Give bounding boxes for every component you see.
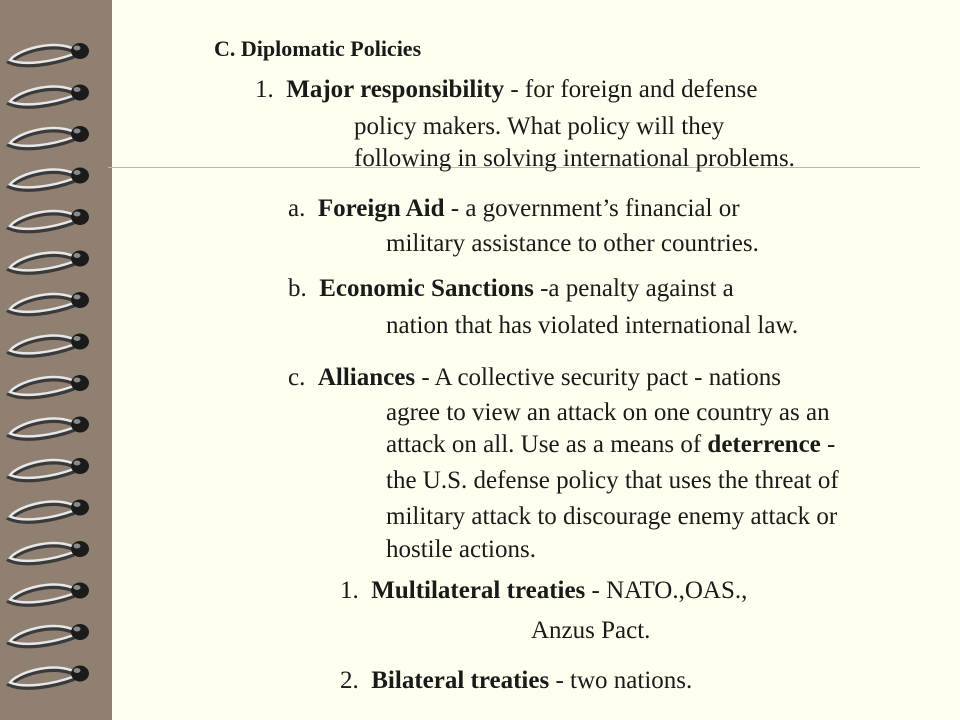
spiral-binding (0, 0, 112, 720)
major-responsibility-term: Major responsibility (286, 76, 505, 103)
foreign-aid-line-1: a. Foreign Aid - a government’s financial or (288, 195, 740, 222)
alliances-line-2: agree to view an attack on one country as an (386, 399, 830, 426)
multilateral-line-1: 1. Multilateral treaties - NATO.,OAS., (340, 577, 748, 604)
deterrence-term: deterrence (707, 431, 821, 458)
multilateral-term: Multilateral treaties (371, 577, 586, 604)
spiral-coil (10, 666, 89, 688)
alliances-line-5: military attack to discourage enemy attack or (386, 503, 838, 530)
alliances-line-3: attack on all. Use as a means of deterrence - (386, 431, 836, 458)
alliances-line-6: hostile actions. (386, 536, 536, 563)
spiral-coil (10, 624, 89, 646)
spiral-coil (10, 500, 89, 522)
bilateral-term: Bilateral treaties (371, 667, 550, 694)
spiral-coil (10, 126, 89, 148)
bilateral-line: 2. Bilateral treaties - two nations. (340, 667, 693, 694)
multilateral-line-2: Anzus Pact. (531, 617, 651, 644)
point-1-line-3: following in solving international problems. (354, 145, 795, 172)
spiral-coil (10, 334, 89, 356)
spiral-coil (10, 375, 89, 397)
spiral-coil (10, 251, 89, 273)
foreign-aid-term: Foreign Aid (317, 195, 445, 222)
spiral-coil (10, 583, 89, 605)
spiral-coil (10, 168, 89, 190)
spiral-coil (10, 85, 89, 107)
alliances-term: Alliances (317, 364, 416, 391)
spiral-coil (10, 417, 89, 439)
section-heading: C. Diplomatic Policies (214, 36, 422, 61)
point-1-line-2: policy makers. What policy will they (354, 113, 725, 140)
alliances-line-4: the U.S. defense policy that uses the threat of (386, 467, 839, 494)
spiral-coil (10, 458, 89, 480)
spiral-coil (10, 292, 89, 314)
spiral-coil (10, 43, 89, 65)
spiral-coil (10, 541, 89, 563)
economic-sanctions-line-2: nation that has violated international law. (386, 312, 799, 339)
alliances-line-1: c. Alliances - A collective security pact - nations (288, 364, 781, 391)
economic-sanctions-term: Economic Sanctions (319, 275, 534, 302)
economic-sanctions-line-1: b. Economic Sanctions -a penalty against a (288, 275, 734, 302)
spiral-coil (10, 209, 89, 231)
foreign-aid-line-2: military assistance to other countries. (386, 230, 759, 257)
point-1-line-1: 1. Major responsibility - for foreign and defense (255, 76, 758, 103)
